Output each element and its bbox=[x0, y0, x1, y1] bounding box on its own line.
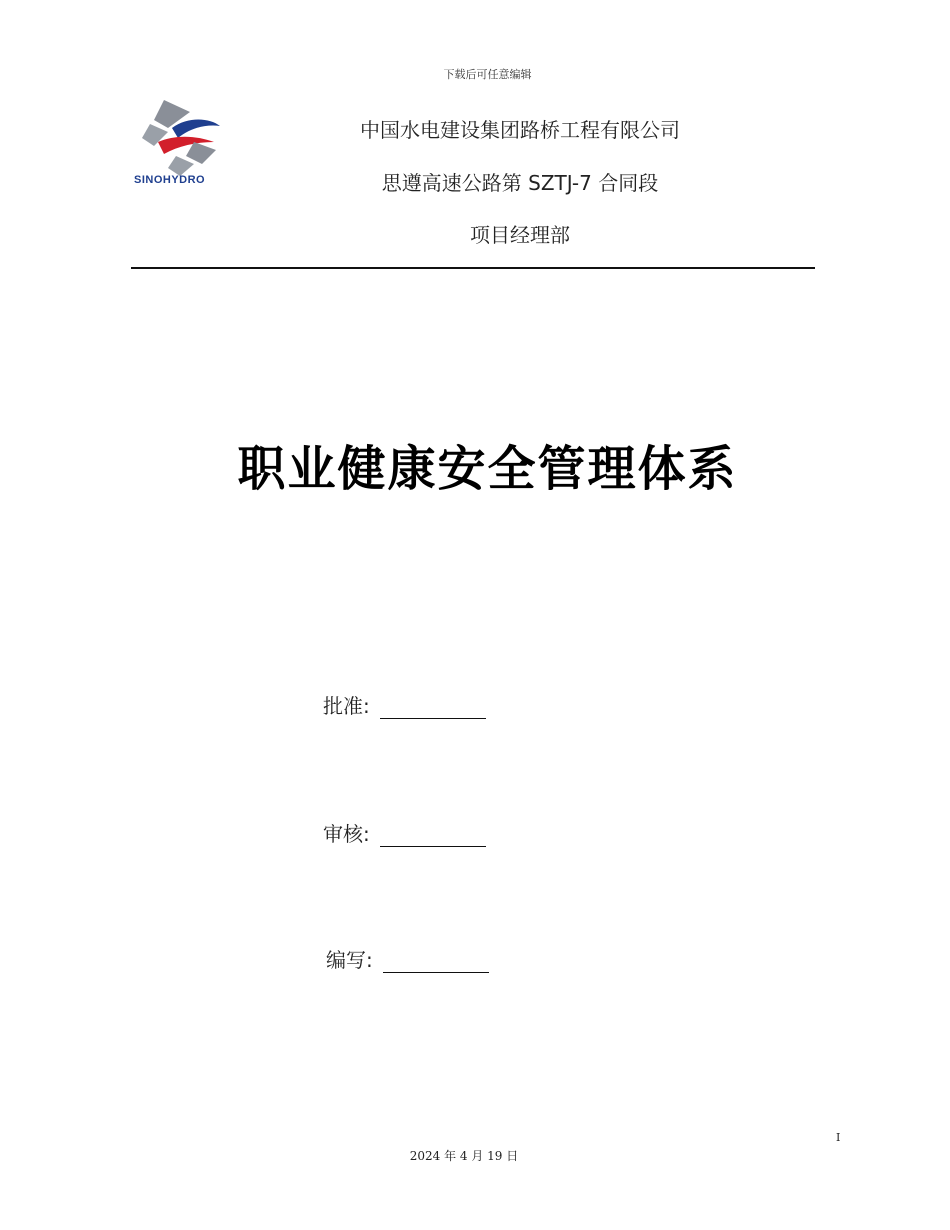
document-title: 职业健康安全管理体系 bbox=[237, 441, 738, 497]
download-note: 下载后可任意编辑 bbox=[443, 68, 532, 81]
review-signature-line bbox=[380, 824, 486, 847]
author-label: 编写: bbox=[326, 948, 373, 972]
sinohydro-logo bbox=[132, 98, 232, 190]
contract-section: 思遵高速公路第 SZTJ-7 合同段 bbox=[381, 171, 659, 195]
header-divider bbox=[131, 267, 815, 269]
author-signature-line bbox=[383, 950, 489, 973]
review-row bbox=[323, 818, 486, 847]
author-row bbox=[326, 944, 489, 973]
project-department: 项目经理部 bbox=[470, 223, 570, 247]
approval-label: 批准: bbox=[323, 694, 370, 718]
approval-row bbox=[323, 690, 486, 719]
review-label: 审核: bbox=[323, 822, 370, 846]
page-number: I bbox=[836, 1131, 841, 1144]
approval-signature-line bbox=[380, 696, 486, 719]
footer-date: 2024 年 4 月 19 日 bbox=[409, 1149, 519, 1163]
company-name: 中国水电建设集团路桥工程有限公司 bbox=[360, 118, 680, 142]
logo-wordmark: SINOHYDRO bbox=[134, 174, 206, 186]
